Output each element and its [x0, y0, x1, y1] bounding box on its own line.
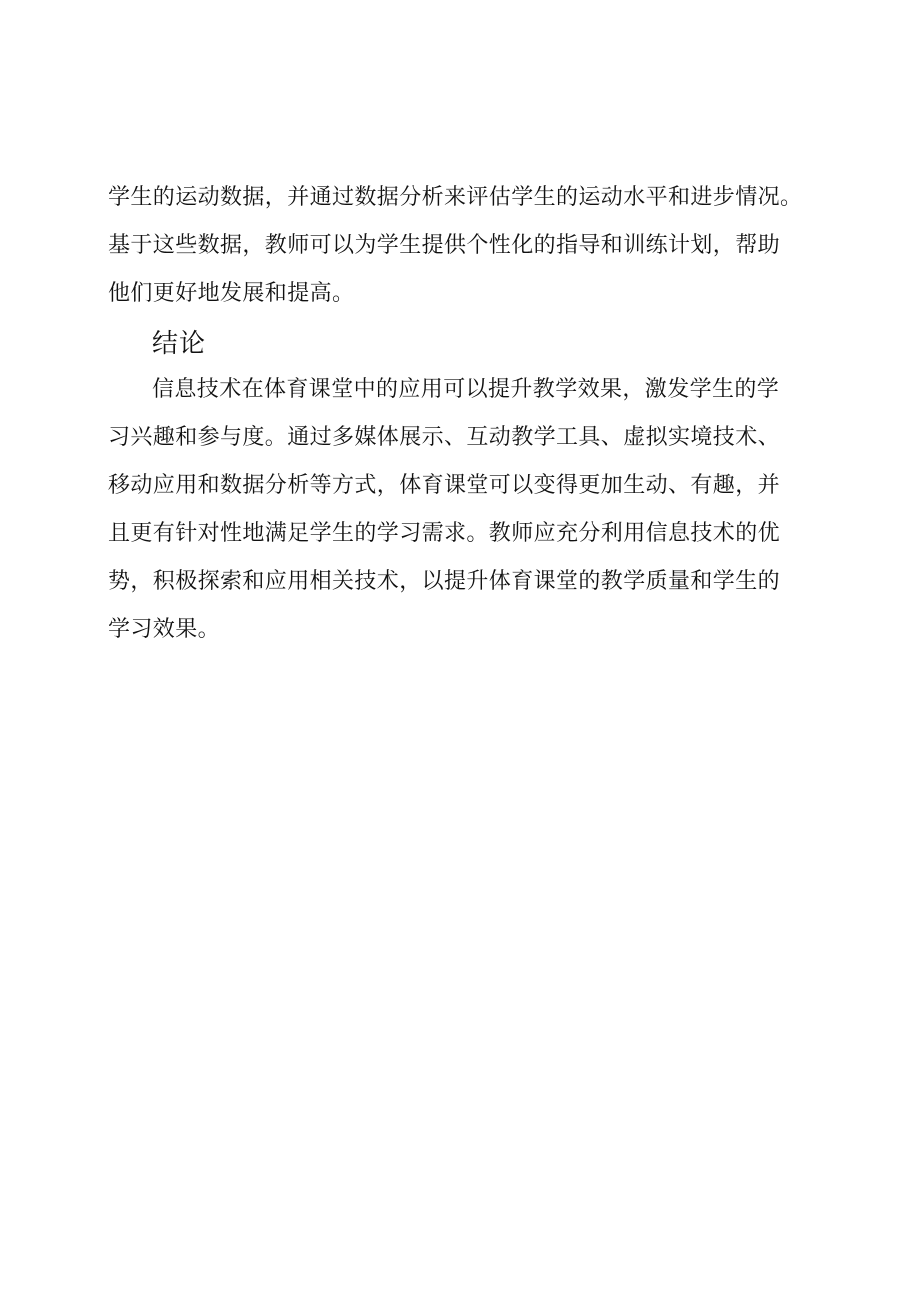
paragraph-line: 学习效果。	[108, 617, 221, 642]
paragraph-line: 习兴趣和参与度。通过多媒体展示、互动教学工具、虚拟实境技术、	[108, 425, 781, 450]
paragraph-line: 基于这些数据，教师可以为学生提供个性化的指导和训练计划，帮助	[108, 233, 781, 258]
paragraph-line: 势，积极探索和应用相关技术，以提升体育课堂的教学质量和学生的	[108, 569, 781, 594]
intro-paragraph	[108, 174, 820, 318]
section-heading-conclusion: 结论	[152, 329, 207, 359]
paragraph-line: 移动应用和数据分析等方式，体育课堂可以变得更加生动、有趣，并	[108, 473, 781, 498]
paragraph-line: 学生的运动数据，并通过数据分析来评估学生的运动水平和进步情况。	[108, 185, 803, 210]
paragraph-line: 信息技术在体育课堂中的应用可以提升教学效果，激发学生的学	[152, 377, 780, 402]
paragraph-line: 且更有针对性地满足学生的学习需求。教师应充分利用信息技术的优	[108, 521, 781, 546]
paragraph-line: 他们更好地发展和提高。	[108, 281, 355, 306]
conclusion-paragraph	[108, 366, 820, 654]
document-body	[108, 174, 820, 654]
